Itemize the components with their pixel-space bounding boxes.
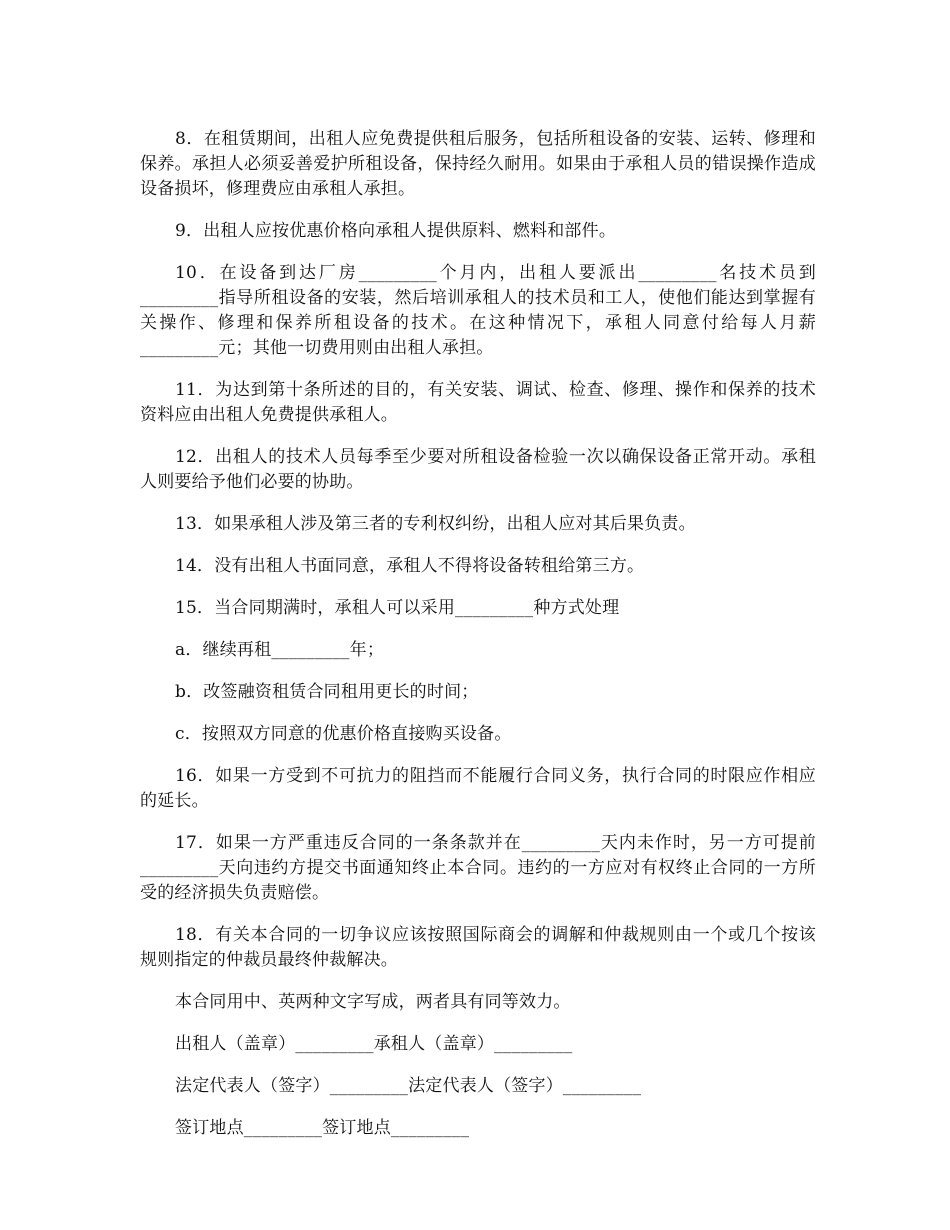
clause-13: 13．如果承租人涉及第三者的专利权纠纷，出租人应对其后果负责。: [175, 514, 696, 534]
signature-line: 法定代表人（签字）_________法定代表人（签字）_________: [175, 1076, 642, 1096]
clause-8: 8．在租赁期间，出租人应免费提供租后服务，包括所租设备的安装、运转、修理和保养。承担人必须妥善爱护所租设备，保持经久耐用。如果由于承租人员的错误操作造成设备损坏，修理费应由承租人承担。: [140, 129, 816, 199]
seal-line: 出租人（盖章）_________承租人（盖章）_________: [175, 1034, 573, 1054]
clause-9: 9．出租人应按优惠价格向承租人提供原料、燃料和部件。: [175, 221, 617, 241]
clause-15-option-a: a．继续再租_________年；: [175, 640, 385, 660]
language-clause: 本合同用中、英两种文字写成，两者具有同等效力。: [175, 992, 571, 1012]
clause-11: 11．为达到第十条所述的目的，有关安装、调试、检查、修理、操作和保养的技术资料应由出租人免费提供承租人。: [140, 380, 816, 425]
clause-18: 18．有关本合同的一切争议应该按照国际商会的调解和仲裁规则由一个或几个按该规则指定的仲裁员最终仲裁解决。: [140, 925, 816, 970]
clause-15-option-b: b．改签融资租赁合同租用更长的时间；: [175, 682, 479, 702]
clause-14: 14．没有出租人书面同意，承租人不得将设备转租给第三方。: [175, 556, 645, 576]
clause-17: 17．如果一方严重违反合同的一条条款并在_________天内未作时，另一方可提前_________天向违约方提交书面通知终止本合同。违约的一方应对有权终止合同的一方所受的经济损失负责赔偿。: [140, 833, 816, 903]
signing-place-line: 签订地点_________签订地点_________: [175, 1118, 470, 1138]
clause-15-option-c: c．按照双方同意的优惠价格直接购买设备。: [175, 724, 512, 744]
clause-15: 15．当合同期满时，承租人可以采用_________种方式处理: [175, 598, 620, 618]
contract-body: [140, 127, 816, 1158]
clause-16: 16．如果一方受到不可抗力的阻挡而不能履行合同义务，执行合同的时限应作相应的延长。: [140, 766, 816, 811]
clause-12: 12．出租人的技术人员每季至少要对所租设备检验一次以确保设备正常开动。承租人则要给予他们必要的协助。: [140, 447, 816, 492]
clause-10: 10．在设备到达厂房_________个月内，出租人要派出_________名技术员到_________指导所租设备的安装，然后培训承租人的技术员和工人，使他们能达到掌握有关操作、修理和保养所租设备的技术。在这种情况下，承租人同意付给每人月薪_________元；其他一切费用则由出租人承担。: [140, 263, 816, 358]
